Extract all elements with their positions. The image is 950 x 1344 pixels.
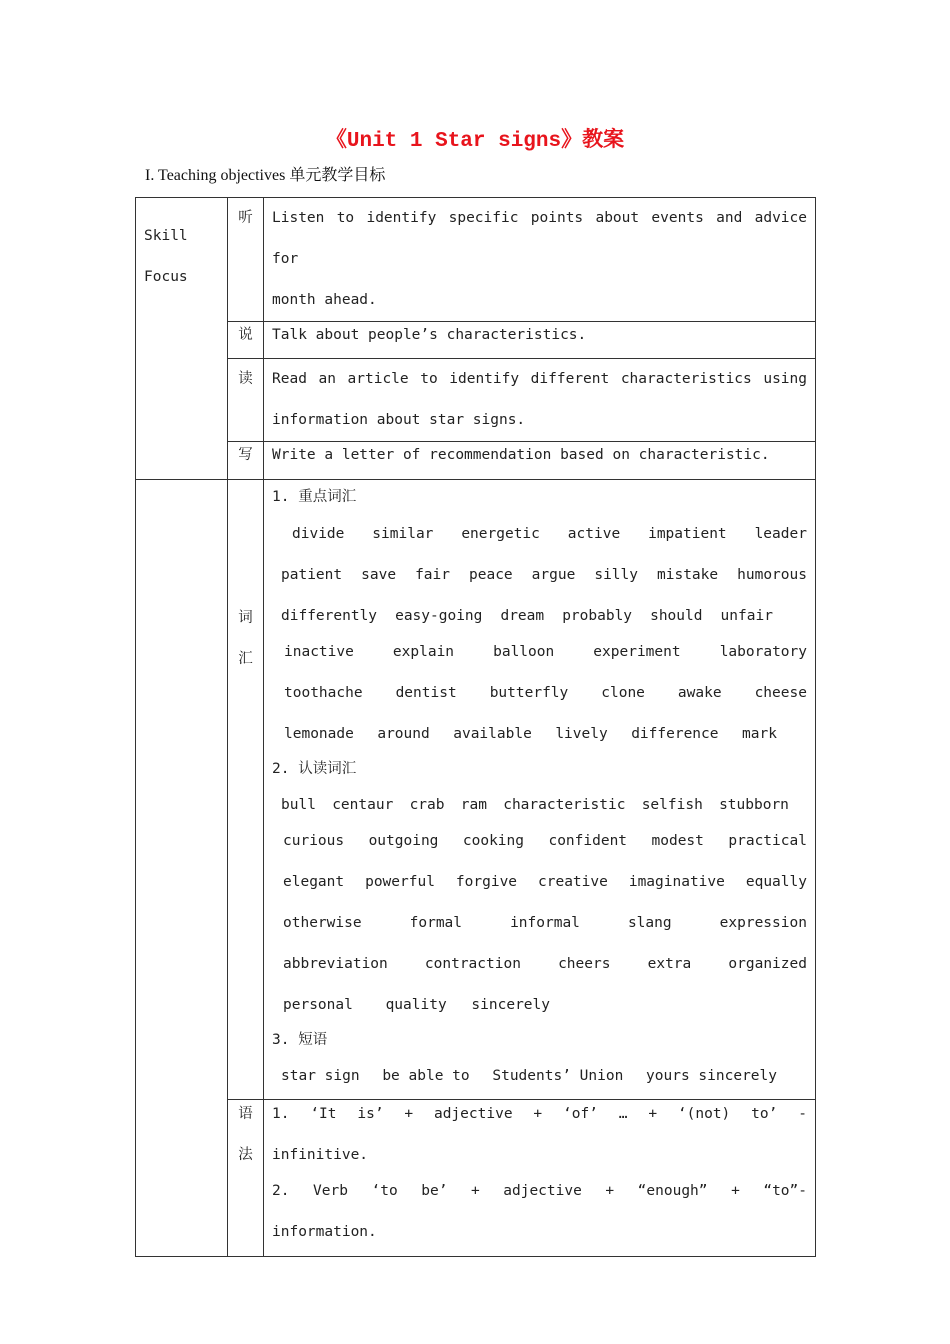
reading-line1: Read an article to identify different characteristics using bbox=[272, 371, 807, 387]
skill-label-line1: Skill bbox=[144, 228, 188, 244]
word: difference bbox=[631, 726, 719, 742]
word: laboratory bbox=[719, 644, 807, 660]
word: lemonade bbox=[284, 726, 354, 742]
section-heading: I. Teaching objectives 单元教学目标 bbox=[145, 167, 386, 184]
skill-label-line2: Focus bbox=[144, 269, 188, 285]
word: inactive bbox=[284, 644, 354, 660]
listening-line1: Listen to identify specific points about events and advice for bbox=[272, 210, 807, 267]
token: to’ bbox=[751, 1106, 778, 1122]
word: unfair bbox=[720, 608, 773, 624]
word: silly bbox=[594, 567, 638, 583]
key-vocab-row bbox=[272, 721, 807, 747]
word: energetic bbox=[461, 526, 540, 542]
word: leader bbox=[754, 526, 807, 542]
key-vocab-heading: 1. 重点词汇 bbox=[272, 489, 357, 505]
word: save bbox=[361, 567, 397, 583]
word: dream bbox=[500, 608, 545, 624]
token: + bbox=[533, 1106, 543, 1122]
grammar-char1: 语 bbox=[238, 1106, 253, 1122]
word: experiment bbox=[593, 644, 681, 660]
speaking-label: 说 bbox=[228, 322, 264, 359]
skill-focus-label bbox=[136, 198, 228, 480]
word: divide bbox=[292, 526, 345, 542]
word: dentist bbox=[395, 685, 457, 701]
word: creative bbox=[538, 874, 608, 890]
recog-vocab-row bbox=[272, 828, 807, 854]
vocabulary-label bbox=[228, 480, 264, 1100]
word: clone bbox=[601, 685, 645, 701]
token: Verb bbox=[313, 1183, 348, 1199]
token: ‘to bbox=[371, 1183, 398, 1199]
word: imaginative bbox=[628, 874, 725, 890]
listening-objective bbox=[264, 198, 816, 322]
grammar-content bbox=[264, 1100, 816, 1257]
word: confident bbox=[548, 833, 628, 849]
token: … bbox=[618, 1106, 628, 1122]
word: stubborn bbox=[719, 797, 789, 813]
objectives-table bbox=[135, 197, 816, 1257]
token: “to”- bbox=[763, 1183, 807, 1199]
word: active bbox=[567, 526, 621, 542]
token: + bbox=[470, 1183, 480, 1199]
listening-label: 听 bbox=[228, 198, 264, 322]
word: differently bbox=[281, 608, 378, 624]
grammar-item1-line1 bbox=[272, 1101, 807, 1127]
word: sincerely bbox=[471, 997, 550, 1013]
phrases-heading: 3. 短语 bbox=[272, 1032, 328, 1048]
token: ‘(not) bbox=[677, 1106, 731, 1122]
word: balloon bbox=[493, 644, 555, 660]
word: similar bbox=[372, 526, 434, 542]
word: argue bbox=[531, 567, 576, 583]
word: selfish bbox=[641, 797, 703, 813]
word: characteristic bbox=[503, 797, 626, 813]
document-title: 《Unit 1 Star signs》教案 bbox=[325, 130, 625, 153]
word: peace bbox=[469, 567, 513, 583]
word: curious bbox=[283, 833, 345, 849]
token: “enough” bbox=[637, 1183, 708, 1199]
phrase: yours sincerely bbox=[646, 1068, 777, 1084]
token: + bbox=[404, 1106, 414, 1122]
grammar-char2: 法 bbox=[238, 1147, 253, 1163]
recog-vocab-row bbox=[272, 869, 807, 895]
grammar-item2-line2: information. bbox=[272, 1224, 377, 1240]
writing-objective bbox=[264, 442, 816, 480]
writing-label: 写 bbox=[228, 442, 264, 480]
word: should bbox=[650, 608, 703, 624]
word: available bbox=[453, 726, 532, 742]
token: is’ bbox=[357, 1106, 384, 1122]
word: crab bbox=[409, 797, 445, 813]
word: humorous bbox=[737, 567, 807, 583]
key-vocab-row bbox=[272, 603, 807, 629]
reading-label: 读 bbox=[228, 359, 264, 442]
word: mark bbox=[742, 726, 777, 742]
grammar-item2-line1 bbox=[272, 1178, 807, 1204]
token: + bbox=[731, 1183, 740, 1199]
word: contraction bbox=[424, 956, 521, 972]
word: forgive bbox=[455, 874, 518, 890]
recog-vocab-row bbox=[272, 792, 807, 818]
word: equally bbox=[745, 874, 807, 890]
key-vocab-row bbox=[272, 562, 807, 588]
reading-line2: information about star signs. bbox=[272, 412, 526, 428]
word: informal bbox=[510, 915, 580, 931]
word: explain bbox=[392, 644, 455, 660]
recog-vocab-row bbox=[272, 951, 807, 977]
token: adjective bbox=[503, 1183, 582, 1199]
speaking-line1: Talk about people’s characteristics. bbox=[272, 327, 587, 343]
word: probably bbox=[562, 608, 633, 624]
word: butterfly bbox=[489, 685, 569, 701]
grammar-item1-line2: infinitive. bbox=[272, 1147, 369, 1163]
word: lively bbox=[555, 726, 608, 742]
phrase: be able to bbox=[382, 1068, 470, 1084]
word: awake bbox=[677, 685, 722, 701]
word: ram bbox=[460, 797, 487, 813]
word: cooking bbox=[462, 833, 524, 849]
word: practical bbox=[728, 833, 807, 849]
phrase: star sign bbox=[281, 1068, 360, 1084]
word: outgoing bbox=[368, 833, 439, 849]
token: 1. bbox=[272, 1106, 290, 1122]
token: - bbox=[798, 1106, 807, 1122]
word: centaur bbox=[332, 797, 394, 813]
vocabulary-char2: 汇 bbox=[238, 651, 253, 667]
word: slang bbox=[627, 915, 672, 931]
vocabulary-char1: 词 bbox=[238, 610, 253, 626]
token: adjective bbox=[433, 1106, 513, 1122]
word: modest bbox=[651, 833, 704, 849]
word: extra bbox=[647, 956, 692, 972]
blank-cell bbox=[136, 480, 228, 1257]
word: cheese bbox=[754, 685, 807, 701]
token: ‘It bbox=[310, 1106, 337, 1122]
word: otherwise bbox=[283, 915, 362, 931]
writing-line1: Write a letter of recommendation based on characteristic. bbox=[272, 447, 770, 463]
speaking-objective bbox=[264, 322, 816, 359]
word: organized bbox=[728, 956, 807, 972]
token: + bbox=[605, 1183, 615, 1199]
word: around bbox=[377, 726, 430, 742]
token: be’ bbox=[421, 1183, 448, 1199]
word: impatient bbox=[648, 526, 727, 542]
phrase: Students’ Union bbox=[492, 1068, 624, 1084]
vocabulary-content bbox=[264, 480, 816, 1100]
word: bull bbox=[281, 797, 316, 813]
recog-vocab-row bbox=[272, 910, 807, 936]
token: 2. bbox=[272, 1183, 290, 1199]
word: cheers bbox=[558, 956, 611, 972]
listening-line2: month ahead. bbox=[272, 292, 377, 308]
word: formal bbox=[409, 915, 463, 931]
grammar-label bbox=[228, 1100, 264, 1257]
word: quality bbox=[385, 997, 447, 1013]
word: toothache bbox=[284, 685, 363, 701]
key-vocab-row bbox=[272, 680, 807, 706]
word: powerful bbox=[365, 874, 435, 890]
word: abbreviation bbox=[283, 956, 388, 972]
word: easy-going bbox=[395, 608, 483, 624]
word: fair bbox=[415, 567, 450, 583]
key-vocab-row bbox=[272, 521, 807, 547]
phrases-row bbox=[272, 1063, 807, 1089]
reading-objective bbox=[264, 359, 816, 442]
word: mistake bbox=[657, 567, 719, 583]
recog-vocab-row bbox=[272, 992, 807, 1018]
word: expression bbox=[719, 915, 807, 931]
word: personal bbox=[283, 997, 353, 1013]
token: + bbox=[648, 1106, 658, 1122]
key-vocab-row bbox=[272, 639, 807, 665]
token: ‘of’ bbox=[562, 1106, 598, 1122]
recognition-vocab-heading: 2. 认读词汇 bbox=[272, 761, 357, 777]
word: patient bbox=[281, 567, 343, 583]
word: elegant bbox=[283, 874, 345, 890]
